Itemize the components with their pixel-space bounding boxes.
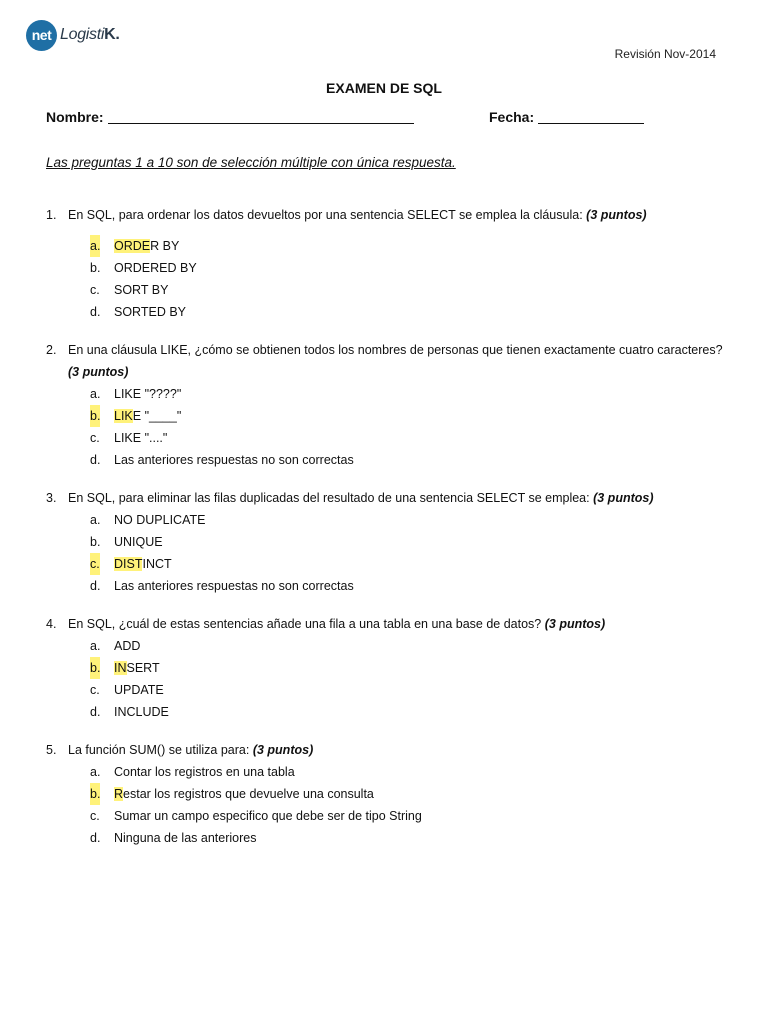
option-letter: b. [90,535,101,549]
option [90,449,726,471]
question-prompt: La función SUM() se utiliza para: [68,743,250,757]
date-label: Fecha: [489,109,535,125]
option-text: SORTED BY [114,305,187,319]
option-text: INCLUDE [114,705,169,719]
option [90,531,726,553]
question [46,204,726,323]
option-text: ORDERED BY [114,261,197,275]
option-letter: c. [90,283,100,297]
option [90,235,726,257]
option-text: LIKE "...." [114,431,168,445]
option-letter: a. [90,765,101,779]
option [90,761,726,783]
question-text [68,739,726,761]
date-field [489,109,644,125]
option [90,657,726,679]
option [90,405,726,427]
option-text: Contar los registros en una tabla [114,765,295,779]
option-text: E "____" [132,409,182,423]
question-number: 3. [46,491,57,505]
option-text: SORT BY [114,283,169,297]
option-text: Ninguna de las anteriores [114,831,257,845]
option-letter: c. [90,683,100,697]
question-text [68,613,726,635]
option-letter: c. [90,809,100,823]
question [46,339,726,471]
option-list [68,509,726,597]
option-letter: d. [90,831,101,845]
option [90,827,726,849]
name-blank-line [108,109,414,124]
option-text: R BY [150,239,180,253]
option [90,383,726,405]
option-list [68,235,726,323]
question-points: (3 puntos) [586,208,647,222]
option-letter: b. [90,261,101,275]
option-highlight: ORDE [114,239,151,253]
option-letter: b. [90,405,100,427]
question [46,613,726,723]
logo-text-light: Logisti [60,26,105,43]
option-text: Las anteriores respuestas no son correctas [114,453,354,467]
question-points: (3 puntos) [68,365,129,379]
logo-text-bold: K. [104,26,120,43]
option-letter: a. [90,639,101,653]
question-text [68,204,726,226]
option-letter: c. [90,431,100,445]
option-letter: d. [90,579,101,593]
exam-title: EXAMEN DE SQL [326,80,442,96]
option-letter: d. [90,305,101,319]
question-points: (3 puntos) [252,743,314,757]
question-text [68,487,726,509]
option-highlight: DIST [114,557,143,571]
question-number: 2. [46,343,57,357]
option [90,575,726,597]
company-logo [26,19,136,51]
option-text: INCT [142,557,172,571]
option-letter: b. [90,657,100,679]
question-points: (3 puntos) [593,491,654,505]
option-text: UPDATE [114,683,164,697]
option-text: UNIQUE [114,535,163,549]
question-number: 1. [46,208,57,222]
option [90,679,726,701]
question-prompt: En una cláusula LIKE, ¿cómo se obtienen todos los nombres de personas que tienen exactamente cuatro caracteres? [68,343,723,357]
option-highlight: R [114,787,124,801]
option-text: NO DUPLICATE [114,513,206,527]
option-highlight: LIK [114,409,133,423]
logo-wordmark [60,26,120,44]
option-letter: b. [90,783,100,805]
question-prompt: En SQL, ¿cuál de estas sentencias añade una fila a una tabla en una base de datos? [68,617,542,631]
option [90,279,726,301]
question [46,487,726,597]
option-text: SERT [126,661,160,675]
option [90,427,726,449]
option [90,509,726,531]
question-points: (3 puntos) [544,617,606,631]
option-letter: d. [90,453,101,467]
option-highlight: IN [114,661,127,675]
option-list [68,635,726,723]
option-text: ADD [114,639,141,653]
option [90,783,726,805]
option-text: estar los registros que devuelve una consulta [123,787,374,801]
question-number: 5. [46,743,57,757]
option-text: Las anteriores respuestas no son correctas [114,579,354,593]
option [90,257,726,279]
option-letter: a. [90,513,101,527]
name-field [46,109,414,125]
option-letter: c. [90,553,100,575]
option [90,805,726,827]
question-list [46,204,726,865]
question-text [68,339,726,383]
name-label: Nombre: [46,109,104,125]
option-letter: d. [90,705,101,719]
option [90,553,726,575]
option-text: Sumar un campo especifico que debe ser de tipo String [114,809,422,823]
option-list [68,383,726,471]
option [90,635,726,657]
option-letter: a. [90,387,101,401]
instructions: Las preguntas 1 a 10 son de selección múltiple con única respuesta. [46,155,456,170]
option [90,301,726,323]
question [46,739,726,849]
option-text: LIKE "????" [114,387,182,401]
revision-label: Revisión Nov-2014 [614,47,716,61]
date-blank-line [538,109,644,124]
logo-mark: net [26,20,57,51]
option-letter: a. [90,235,100,257]
question-prompt: En SQL, para ordenar los datos devueltos por una sentencia SELECT se emplea la cláusula: [68,208,583,222]
option-list [68,761,726,849]
option [90,701,726,723]
question-number: 4. [46,617,57,631]
question-prompt: En SQL, para eliminar las filas duplicadas del resultado de una sentencia SELECT se emplea: [68,491,590,505]
